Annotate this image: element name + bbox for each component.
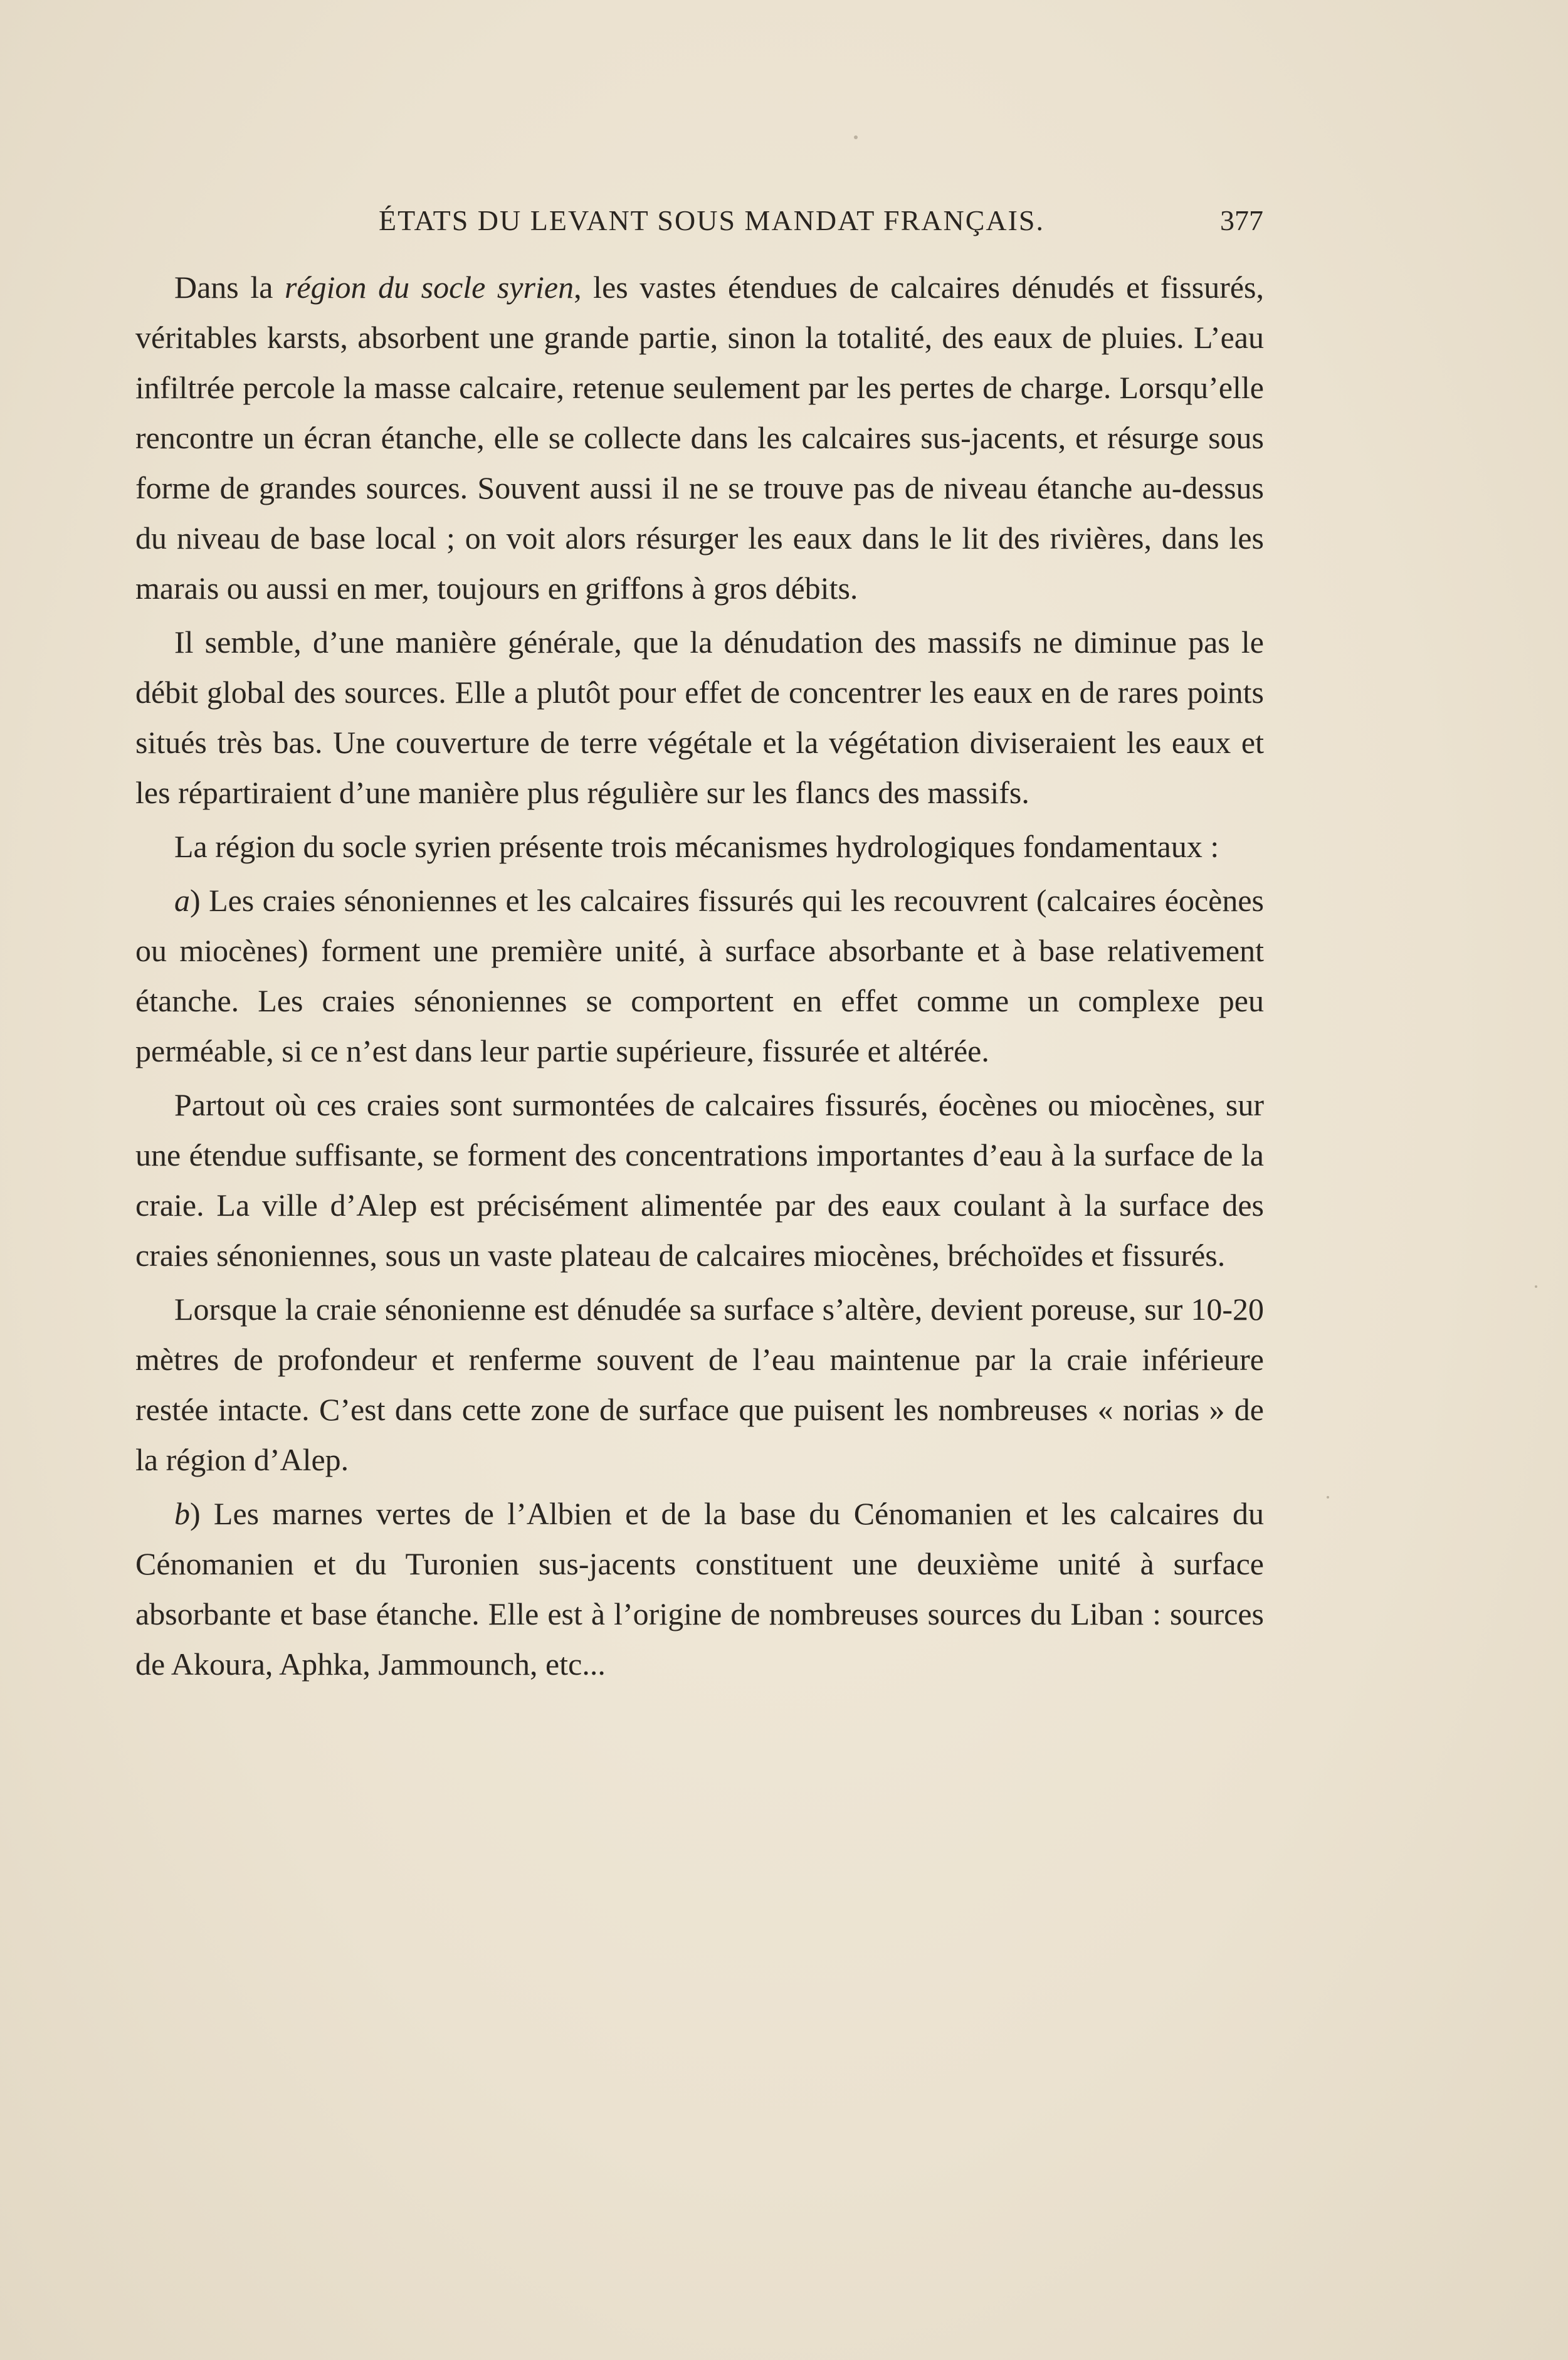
paper-speck bbox=[1535, 1285, 1537, 1288]
paper-speck bbox=[1327, 1496, 1329, 1499]
paragraph-item-a bbox=[135, 875, 1264, 1076]
paragraph-karsts bbox=[135, 262, 1264, 613]
running-head bbox=[160, 202, 1263, 240]
enum-marker-a: a bbox=[174, 883, 190, 918]
italic-term: région du socle syrien bbox=[284, 270, 574, 305]
paragraph-denudation: Il semble, d’une manière générale, que la dénudation des massifs ne diminue pas le débit global des sources. Elle a plutôt pour effet de concentrer les eaux en de rares points situés très bas. Une couverture de terre végétale et la végétation diviseraient les eaux et les répartiraient d’une manière plus régulière sur les flancs des massifs. bbox=[135, 624, 1264, 810]
paragraph-text: , les vastes étendues de calcaires dénudés et fissurés, véritables karsts, absorbent une grande partie, sinon la totalité, des eaux de pluies. L’eau infiltrée percole la masse calcaire, retenue seulement par les pertes de charge. Lorsqu’elle rencontre un écran étanche, elle se collecte dans les calcaires sus-jacents, et résurge sous forme de grandes sources. Souvent aussi il ne se trouve pas de niveau étanche au-dessus du niveau de base local ; on voit alors résurger les eaux dans le lit des rivières, dans les marais ou aussi en mer, toujours en griffons à gros débits. bbox=[135, 270, 1264, 606]
paragraph-alep: Partout où ces craies sont surmontées de calcaires fissurés, éocènes ou miocènes, sur une étendue suffisante, se forment des concentrations importantes d’eau à la surface de la craie. La ville d’Alep est précisément alimentée par des eaux coulant à la surface des craies sénoniennes, sous un vaste plateau de calcaires miocènes, bréchoïdes et fissurés. bbox=[135, 1087, 1264, 1273]
enum-marker-b: b bbox=[174, 1496, 190, 1531]
paragraph-norias: Lorsque la craie sénonienne est dénudée sa surface s’altère, devient poreuse, sur 10-20 mètres de profondeur et renferme souvent de l’eau maintenue par la craie inférieure restée intacte. C’est dans cette zone de surface que puisent les nombreuses « norias » de la région d’Alep. bbox=[135, 1292, 1264, 1477]
running-title: ÉTATS DU LEVANT SOUS MANDAT FRANÇAIS. bbox=[378, 204, 1044, 236]
body-text bbox=[135, 262, 1264, 1693]
page-number: 377 bbox=[1220, 204, 1263, 236]
paragraph-lead: Dans la bbox=[174, 270, 285, 305]
paragraph-mechanisms: La région du socle syrien présente trois mécanismes hydrologiques fondamentaux : bbox=[174, 829, 1219, 864]
paragraph-item-b bbox=[135, 1488, 1264, 1689]
paragraph-text: ) Les craies sénoniennes et les calcaires fissurés qui les recouvrent (calcaires éocènes ou miocènes) forment une première unité, à surface absorbante et à base relativement étanche. Les craies sénoniennes se comportent en effet comme un complexe peu perméable, si ce n’est dans leur partie supérieure, fissurée et altérée. bbox=[135, 883, 1264, 1068]
paragraph-text: ) Les marnes vertes de l’Albien et de la base du Cénomanien et les calcaires du Cénomanien et du Turonien sus-jacents constituent une deuxième unité à surface absorbante et base étanche. Elle est à l’origine de nombreuses sources du Liban : sources de Akoura, Aphka, Jammounch, etc... bbox=[135, 1496, 1264, 1682]
paper-speck bbox=[854, 135, 858, 139]
